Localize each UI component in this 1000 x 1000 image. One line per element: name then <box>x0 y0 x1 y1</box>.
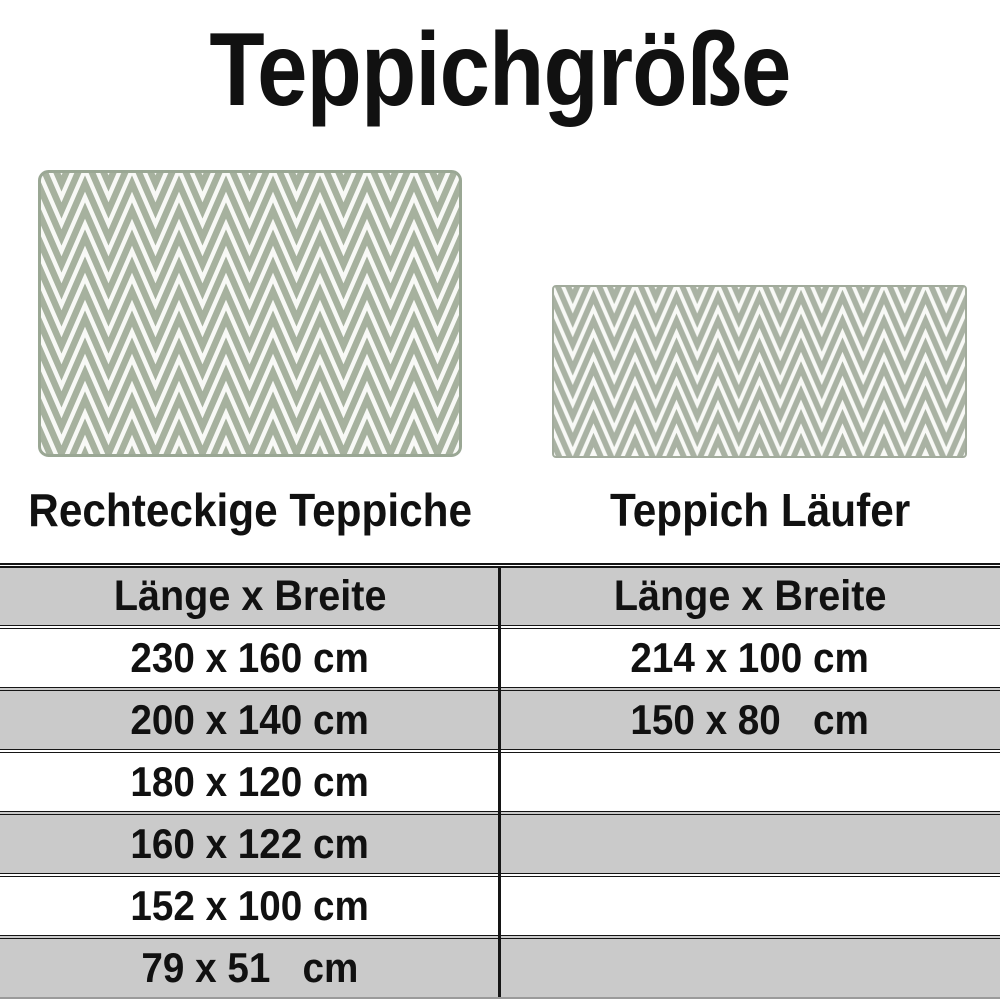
size-cell-empty <box>500 939 1000 997</box>
size-cell: 200 x 140 cm <box>130 696 370 743</box>
size-cell: 150 x 80 cm <box>630 696 870 743</box>
runner-rug-image <box>552 285 967 458</box>
size-cell: 160 x 122 cm <box>130 820 370 867</box>
size-cell: 230 x 160 cm <box>130 634 370 681</box>
size-cell: 152 x 100 cm <box>130 882 370 929</box>
size-cell-empty <box>500 877 1000 935</box>
size-cell-empty <box>500 753 1000 811</box>
size-cell: 180 x 120 cm <box>130 758 370 805</box>
size-cell: 214 x 100 cm <box>630 634 870 681</box>
rectangular-rug-label: Rechteckige Teppiche <box>28 484 472 536</box>
size-cell: 79 x 51 cm <box>141 944 359 991</box>
page-title-text: Teppichgröße <box>209 12 791 128</box>
runner-rug-label: Teppich Läufer <box>609 484 911 536</box>
page-title <box>0 12 1000 128</box>
header-laenge-breite-left: Länge x Breite <box>113 572 387 620</box>
rectangular-rug-image <box>38 170 462 457</box>
header-laenge-breite-right: Länge x Breite <box>613 572 887 620</box>
size-cell-empty <box>500 815 1000 873</box>
size-table <box>0 563 1000 999</box>
table-column-divider <box>498 568 501 997</box>
